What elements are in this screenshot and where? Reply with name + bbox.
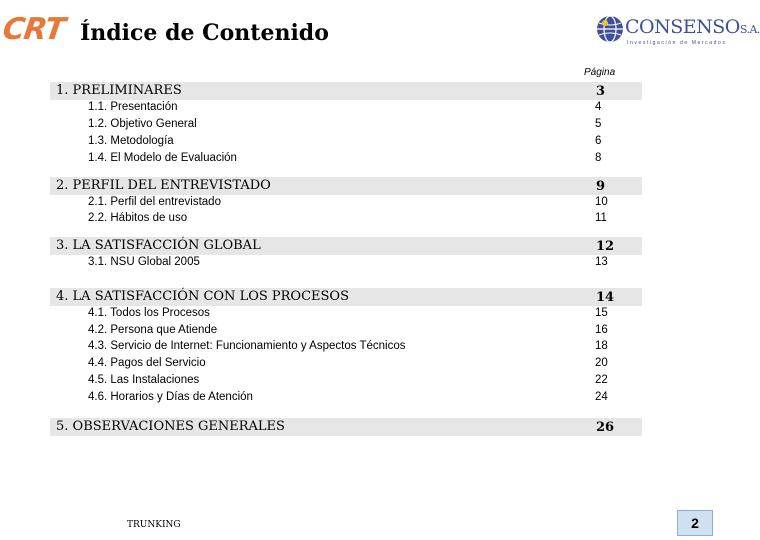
list-item-page: 4: [595, 101, 602, 113]
page-title: Índice de Contenido: [80, 20, 329, 46]
list-item-page: 10: [595, 196, 608, 208]
section-row[interactable]: [50, 237, 642, 255]
list-item-page: 11: [595, 212, 607, 224]
list-item[interactable]: 3.1. NSU Global 2005: [88, 256, 200, 268]
list-item[interactable]: 2.2. Hábitos de uso: [88, 212, 188, 224]
globe-icon: [595, 14, 625, 44]
section-page: 26: [596, 420, 615, 435]
section-page: 3: [596, 84, 606, 99]
consenso-name: CONSENSO: [625, 16, 740, 38]
list-item[interactable]: 1.3. Metodología: [88, 135, 174, 147]
section-row[interactable]: [50, 82, 642, 100]
consenso-suffix: S.A.: [739, 23, 760, 36]
footer-text: TRUNKING: [127, 520, 181, 530]
section-label: 2. PERFIL DEL ENTREVISTADO: [56, 178, 271, 193]
list-item-page: 18: [595, 340, 608, 352]
list-item[interactable]: 1.2. Objetivo General: [88, 118, 197, 130]
crt-logo: CRT: [0, 12, 67, 47]
list-item-page: 5: [595, 118, 602, 130]
section-label: 3. LA SATISFACCIÓN GLOBAL: [56, 238, 261, 253]
list-item-page: 20: [595, 357, 608, 369]
list-item-page: 16: [595, 324, 608, 336]
list-item[interactable]: 4.3. Servicio de Internet: Funcionamiento y Aspectos Técnicos: [88, 340, 406, 352]
section-label: 1. PRELIMINARES: [56, 83, 182, 98]
consenso-tagline: Investigación de Mercados: [627, 40, 727, 46]
section-page: 12: [596, 239, 615, 254]
list-item-page: 6: [595, 135, 602, 147]
list-item[interactable]: 2.1. Perfil del entrevistado: [88, 196, 221, 208]
consenso-logo: [595, 14, 760, 50]
section-row[interactable]: [50, 177, 642, 195]
list-item[interactable]: 4.1. Todos los Procesos: [88, 307, 210, 319]
list-item[interactable]: 4.6. Horarios y Días de Atención: [88, 391, 253, 403]
list-item-page: 13: [595, 256, 608, 268]
list-item-page: 8: [595, 152, 602, 164]
section-row[interactable]: [50, 418, 642, 436]
section-row[interactable]: [50, 288, 642, 306]
list-item-page: 24: [595, 391, 608, 403]
list-item[interactable]: 1.4. El Modelo de Evaluación: [88, 152, 237, 164]
section-label: 4. LA SATISFACCIÓN CON LOS PROCESOS: [56, 289, 349, 304]
list-item[interactable]: 4.5. Las Instalaciones: [88, 374, 200, 386]
page-number-badge: 2: [677, 510, 713, 536]
page-column-label: Página: [584, 67, 616, 78]
section-page: 9: [596, 179, 606, 194]
section-label: 5. OBSERVACIONES GENERALES: [56, 419, 285, 434]
list-item-page: 15: [595, 307, 608, 319]
list-item-page: 22: [595, 374, 608, 386]
section-page: 14: [596, 290, 615, 305]
list-item[interactable]: 4.4. Pagos del Servicio: [88, 357, 206, 369]
list-item[interactable]: 4.2. Persona que Atiende: [88, 324, 218, 336]
list-item[interactable]: 1.1. Presentación: [88, 101, 178, 113]
